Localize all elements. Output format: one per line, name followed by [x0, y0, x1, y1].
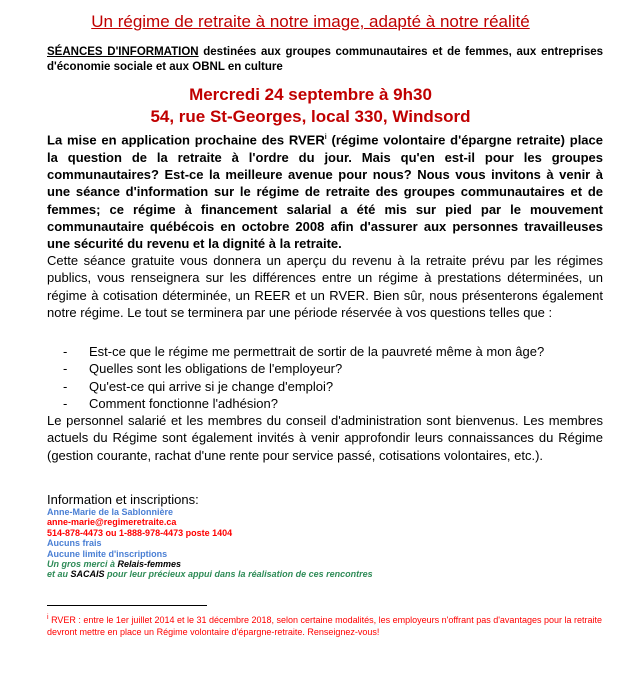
list-item — [63, 343, 603, 360]
footnote-mark: i — [47, 614, 49, 621]
contact-phone: 514-878-4473 ou 1-888-978-4473 poste 1404 — [47, 527, 233, 538]
p1-text-a: La mise en application prochaine des RVER — [47, 132, 325, 148]
paragraph-welcome: Le personnel salarié et les membres du conseil d'administration sont bienvenus. Les membres actuels du Régime sont également invités à venir approfondir leurs connaissances du Régime (gestion courante, rachat d'une rente pour service passé, cotisations volontaires, etc.). — [47, 413, 603, 463]
question-text: Est-ce que le régime me permettrait de sortir de la pauvreté même à mon âge? — [89, 344, 545, 359]
intro-label: SÉANCES D'INFORMATION — [47, 46, 199, 58]
document-title: Un régime de retraite à notre image, adapté à notre réalité — [91, 12, 530, 31]
footnote — [47, 612, 603, 638]
event-date: Mercredi 24 septembre à 9h30 — [189, 85, 432, 104]
event-place: 54, rue St-Georges, local 330, Windsord — [150, 107, 471, 126]
limit-note: Aucune limite d'inscriptions — [47, 548, 168, 559]
dash: - — [63, 361, 68, 377]
list-item — [63, 395, 603, 412]
question-text: Comment fonctionne l'adhésion? — [89, 395, 278, 411]
thanks-line-2 — [47, 569, 603, 579]
paragraph-session: Cette séance gratuite vous donnera un aperçu du revenu à la retraite prévu par les régimes publics, vous renseignera sur les différences entre un régime à prestations déterminées, un régime à cotisation déterminée, un REER et un RVER. Bien sûr, nous présenterons également notre régime. Le tout se terminera par une période réservée à vos questions telles que : — [47, 253, 603, 320]
contact-email[interactable]: anne-marie@regimeretraite.ca — [47, 517, 177, 528]
footnote-text: RVER : entre le 1er juillet 2014 et le 31 décembre 2018, selon certaine modalités, les employeurs n'offrant pas d'avantages pour la retraite devront mettre en place un Régime volontaire d'épargne-retraite. Renseignez-vous! — [47, 615, 602, 637]
footnote-divider — [47, 605, 207, 606]
paragraph-rver — [47, 129, 603, 252]
intro-paragraph — [47, 45, 603, 75]
org-relais-femmes: Relais-femmes — [117, 559, 182, 570]
thanks-text: Un gros merci à — [47, 559, 118, 570]
dash: - — [63, 378, 68, 394]
questions-list — [63, 343, 603, 412]
info-section — [47, 492, 603, 580]
thanks-line-1 — [47, 559, 603, 569]
question-text: Quelles sont les obligations de l'employeur? — [89, 361, 343, 377]
thanks-text: et au — [47, 569, 71, 580]
intro-text: destinées aux groupes communautaires et de femmes, aux entreprises d'économie sociale et aux OBNL en culture — [47, 46, 604, 73]
dash: - — [63, 395, 68, 411]
list-item — [63, 360, 603, 377]
info-heading: Information et inscriptions: — [47, 492, 199, 507]
org-sacais: SACAIS — [70, 569, 105, 580]
thanks-text: pour leur précieux appui dans la réalisation de ces rencontres — [104, 569, 373, 580]
question-text: Qu'est-ce qui arrive si je change d'emploi? — [89, 378, 334, 394]
fees-note: Aucuns frais — [47, 538, 102, 549]
p1-text-b: (régime volontaire d'épargne retraite) place la question de la retraite à l'ordre du jour. Mais qu'en est-il pour les groupes communautaires? Est-ce la meilleure avenue pour nous? Nous vous invitons à venir à une séance d'information sur le régime de retraite des groupes communautaires et de femmes; ce régime à financement salarial a été mis sur pied par le mouvement communautaire québécois en octobre 2008 afin d'assurer aux personnes travailleuses une sécurité du revenu et la dignité à la retraite. — [47, 132, 603, 252]
event-details — [0, 84, 621, 128]
footnote-ref[interactable]: i — [324, 134, 327, 141]
contact-name: Anne-Marie de la Sablonnière — [47, 507, 174, 517]
list-item — [63, 378, 603, 395]
dash: - — [63, 344, 68, 359]
